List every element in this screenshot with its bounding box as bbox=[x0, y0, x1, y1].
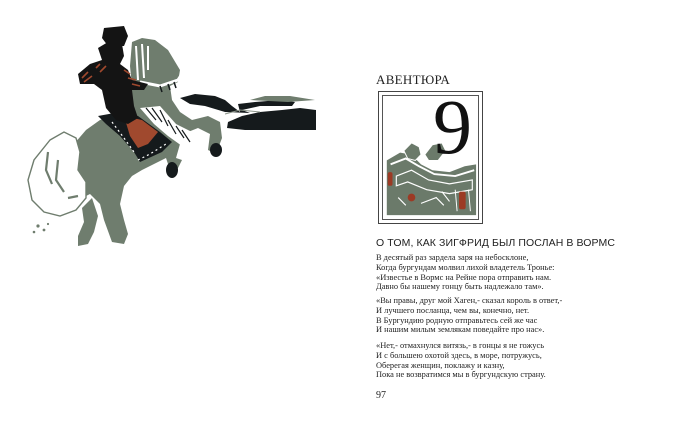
chapter-initial-frame bbox=[378, 91, 483, 224]
verse-line: И нашим милым землякам поведайте про нас». bbox=[376, 325, 545, 335]
verse-line: И лучшего посланца, чем вы, конечно, нет. bbox=[376, 305, 530, 315]
chapter-number: 9 bbox=[433, 95, 472, 170]
chapter-initial-inner bbox=[382, 95, 479, 220]
horse-rider-icon bbox=[20, 20, 340, 250]
stanza bbox=[376, 341, 546, 380]
verse-line: В десятый раз зардела заря на небосклоне, bbox=[376, 253, 529, 262]
page-number: 97 bbox=[376, 390, 386, 401]
verse-line: «Вы правы, друг мой Хаген,- сказал король в ответ,- bbox=[376, 296, 563, 305]
verse-line: В Бургундию родную отправьтесь сей же час bbox=[376, 315, 538, 325]
verse-line: И с большею охотой здесь, в море, потружусь, bbox=[376, 350, 542, 360]
right-page bbox=[376, 0, 676, 443]
chapter-label: АВЕНТЮРА bbox=[376, 72, 451, 87]
verse-line: Давно бы нашему гонцу быть надлежало там». bbox=[376, 282, 544, 292]
chapter-title: О ТОМ, КАК ЗИГФРИД БЫЛ ПОСЛАН В ВОРМС bbox=[376, 237, 616, 249]
verse-line: Когда бургундам молвил лихой владетель Тронье: bbox=[376, 262, 555, 272]
stanza bbox=[376, 253, 555, 292]
verse-line: «Нет,- отмахнулся витязь,- в гонцы я не гожусь bbox=[376, 341, 545, 350]
rider-illustration bbox=[20, 20, 340, 250]
verse-line: «Известье в Вормс на Рейне пора отправить нам. bbox=[376, 272, 552, 282]
verse-line: Пока не возвратимся мы в бургундскую страну. bbox=[376, 370, 546, 380]
verse-line: Оберегая женщин, поклажу и казну, bbox=[376, 360, 505, 370]
stanza bbox=[376, 296, 562, 335]
